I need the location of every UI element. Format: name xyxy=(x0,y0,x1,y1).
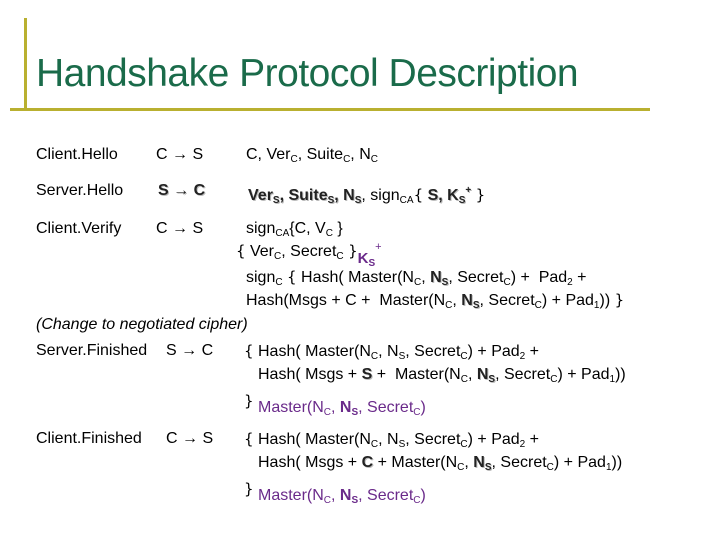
client-verify-line-2: { Ver$_C$, Secret$_C$ }$K_S^+$ xyxy=(236,241,382,269)
server-finished-line-2: Hash( Msgs + $S + Master(N_C$, $N_S$, Secret$_C$) + Pad$_1$)) xyxy=(258,366,626,385)
slide-title: Handshake Protocol Description xyxy=(36,52,579,95)
client-hello-formula: C, Ver$_C$, Suite$_C$, $N_C$ xyxy=(246,146,378,165)
client-finished-line-2: Hash( Msgs + $C + Master(N_C$, $N_S$, Secret$_C$) + Pad$_1$)) xyxy=(258,454,623,473)
client-verify-line-3: sign$_C$ { Hash( $Master(N_C$, $N_S$, Secret$_C$) + Pad$_2$ + xyxy=(246,268,587,288)
accent-horizontal-line xyxy=(10,108,650,111)
client-finished-line-3: } $Master(N_C$, $N_S$, Secret$_C$) xyxy=(244,480,426,506)
server-finished-line-3: } $Master(N_C$, $N_S$, Secret$_C$) xyxy=(244,392,426,418)
server-finished-label: Server.Finished xyxy=(36,342,148,359)
server-finished-line-1: { Hash( $Master(N_C$, $N_S$, Secret$_C$) + Pad$_2$ + xyxy=(244,342,540,362)
client-hello-label: Client.Hello xyxy=(36,146,118,163)
client-verify-label: Client.Verify xyxy=(36,220,122,237)
server-hello-label: Server.Hello xyxy=(36,182,124,199)
server-finished-direction: S → C xyxy=(166,342,214,359)
change-cipher-note: (Change to negotiated cipher) xyxy=(36,316,248,333)
client-verify-line-4: Hash(Msgs + $C + Master(N_C$, $N_S$, Secret$_C$) + Pad$_1$)) } xyxy=(246,291,625,311)
client-finished-label: Client.Finished xyxy=(36,430,142,447)
client-hello-direction: C → S xyxy=(156,146,204,163)
client-finished-line-1: { Hash( $Master(N_C$, $N_S$, Secret$_C$) + Pad$_2$ + xyxy=(244,430,540,450)
server-hello-direction: S → C xyxy=(158,182,206,199)
client-verify-direction: C → S xyxy=(156,220,204,237)
accent-vertical-line xyxy=(24,18,27,108)
server-hello-formula: Ver$_S$, Suite$_S$, $N_S$, sign$_{CA}${ S, $K_S^+$ } xyxy=(248,185,486,206)
client-finished-direction: C → S xyxy=(166,430,214,447)
client-verify-line-1: sign$_{CA}${C, $V_C$ } xyxy=(246,220,343,239)
